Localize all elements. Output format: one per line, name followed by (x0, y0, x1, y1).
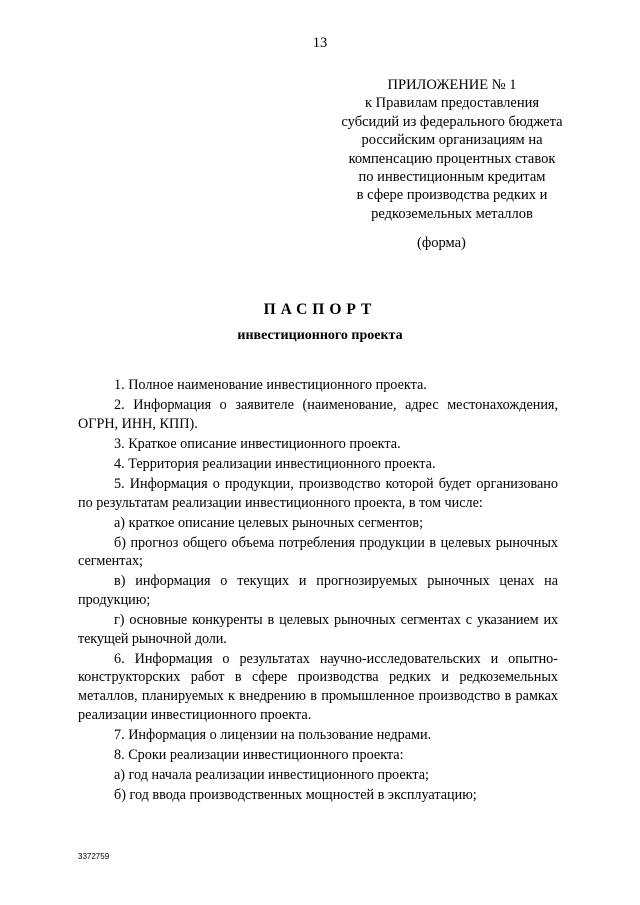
list-item: 7. Информация о лицензии на пользование недрами. (114, 726, 432, 743)
list-item: 2. Информация о заявителе (наименование, адрес местонахождения, ОГРН, ИНН, КПП). (78, 397, 558, 432)
list-item: а) год начала реализации инвестиционного проекта; (114, 766, 429, 783)
list-item: 8. Сроки реализации инвестиционного проекта: (114, 746, 404, 763)
list-item: б) год ввода производственных мощностей в эксплуатацию; (114, 786, 477, 803)
appendix-line: по инвестиционным кредитам (358, 169, 546, 186)
list-item: 4. Территория реализации инвестиционного проекта. (114, 455, 436, 472)
list-item: в) информация о текущих и прогнозируемых рыночных ценах на продукцию; (78, 573, 558, 609)
list-item: 1. Полное наименование инвестиционного проекта. (114, 377, 427, 393)
appendix-line: к Правилам предоставления (364, 95, 540, 112)
appendix-line: субсидий из федерального бюджета (341, 113, 563, 130)
appendix-line: в сфере производства редких и (356, 187, 548, 204)
appendix-header (322, 76, 582, 223)
document-subtitle: инвестиционного проекта (237, 328, 403, 343)
list-item: б) прогноз общего объема потребления продукции в целевых рыночных сегментах; (78, 534, 558, 570)
list-item: 6. Информация о результатах научно-исследовательских и опытно-конструкторских работ в сфере производства редких и редкоземельных металлов, планируемых к внедрению в промышленное производство в рамках реализации инвестиционного проекта. (78, 650, 558, 723)
document-body (78, 376, 558, 806)
document-title: ПАСПОРТ (263, 301, 377, 318)
list-item: 3. Краткое описание инвестиционного проекта. (114, 435, 401, 452)
appendix-line: редкоземельных металлов (371, 205, 533, 222)
page-number: 13 (312, 35, 328, 51)
list-item: а) краткое описание целевых рыночных сегментов; (114, 514, 424, 531)
appendix-line: ПРИЛОЖЕНИЕ № 1 (387, 77, 517, 93)
appendix-line: компенсацию процентных ставок (348, 150, 556, 167)
list-item: 5. Информация о продукции, производство которой будет организовано по результатам реализации инвестиционного проекта, в том числе: (78, 475, 558, 511)
footer-code: 3372759 (78, 852, 110, 861)
appendix-line: российским организациям на (361, 132, 543, 149)
form-label: (форма) (417, 235, 466, 251)
list-item: г) основные конкуренты в целевых рыночных сегментах с указанием их текущей рыночной доли. (78, 612, 558, 647)
